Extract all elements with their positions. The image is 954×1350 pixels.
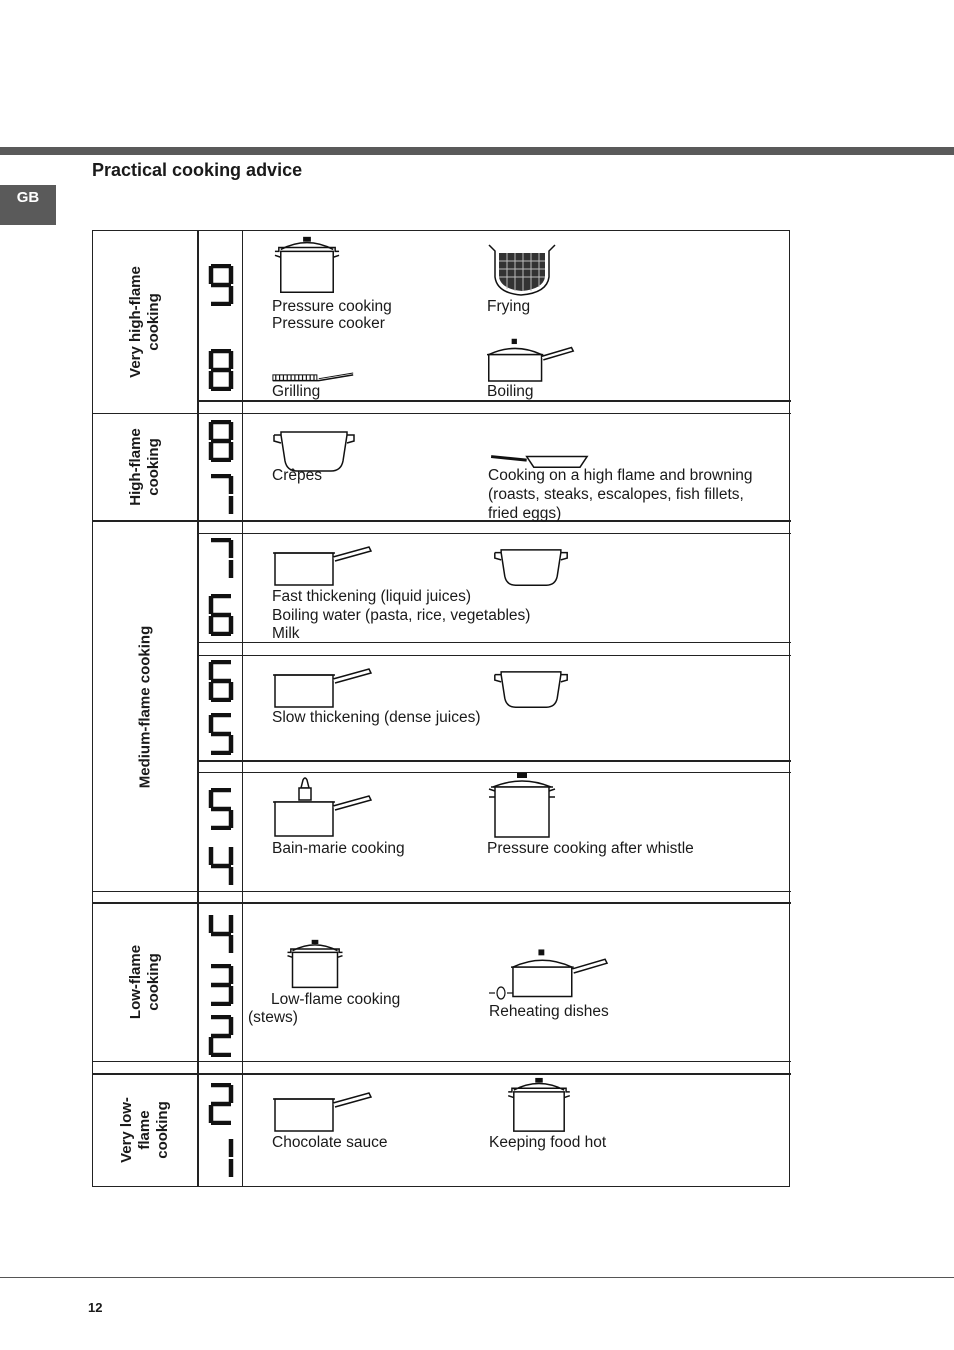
level-digit xyxy=(207,788,235,830)
casserole-icon xyxy=(489,549,573,587)
level-digit xyxy=(207,349,235,391)
row-divider xyxy=(197,413,791,414)
label-pressure-cooker: Pressure cooker xyxy=(272,315,385,332)
label-grilling: Grilling xyxy=(272,383,321,400)
group-label-high: High-flame cooking xyxy=(126,428,162,506)
label-high-flame-1: Cooking on a high flame and browning xyxy=(488,467,753,484)
level-digit xyxy=(207,264,235,306)
level-digit xyxy=(207,964,235,1006)
group-divider xyxy=(93,520,791,522)
frying-basket-icon xyxy=(487,243,557,297)
row-divider xyxy=(197,655,791,656)
label-chocolate: Chocolate sauce xyxy=(272,1134,388,1151)
group-label-low: Low-flame cooking xyxy=(127,944,162,1020)
group-label-very-low: Very low- flame cooking xyxy=(117,1096,171,1163)
row-divider xyxy=(197,533,791,534)
label-crepes: Crêpes xyxy=(272,467,322,484)
row-divider xyxy=(197,760,791,762)
label-boiling: Boiling xyxy=(487,383,534,400)
group-divider xyxy=(93,891,791,892)
label-milk: Milk xyxy=(272,625,300,642)
label-fast-thickening: Fast thickening (liquid juices) xyxy=(272,588,472,605)
saucepan-icon xyxy=(273,545,373,587)
language-tab: GB xyxy=(0,185,56,225)
tall-pressure-pot-icon xyxy=(487,773,557,839)
level-digit xyxy=(207,660,235,702)
group-label-medium: Medium-flame cooking xyxy=(136,625,153,788)
saucepan-lid-icon xyxy=(487,335,575,383)
saucepan-icon xyxy=(273,1091,373,1133)
label-pressure-after-whistle: Pressure cooking after whistle xyxy=(487,840,694,857)
level-digit xyxy=(207,1015,235,1057)
label-bain-marie: Bain-marie cooking xyxy=(272,840,405,857)
label-high-flame-3: fried eggs) xyxy=(488,505,562,522)
label-column-divider xyxy=(197,231,199,1186)
bain-marie-icon xyxy=(273,776,373,838)
label-pressure-cooking: Pressure cooking xyxy=(272,298,392,315)
level-digit xyxy=(207,474,235,516)
level-digit xyxy=(207,1137,235,1179)
label-low-flame-2: (stews) xyxy=(248,1009,298,1026)
label-high-flame-2: (roasts, steaks, escalopes, fish fillets, xyxy=(488,486,744,503)
cooking-advice-table xyxy=(92,230,790,1187)
level-digit xyxy=(207,845,235,887)
level-digit xyxy=(207,594,235,636)
casserole-icon xyxy=(489,671,573,709)
grill-icon xyxy=(271,361,357,383)
pressure-cooker-icon xyxy=(273,939,357,989)
group-divider xyxy=(93,1061,791,1062)
bottom-rule xyxy=(0,1277,954,1278)
label-slow-thickening: Slow thickening (dense juices) xyxy=(272,709,481,726)
flame-symbol-icon xyxy=(489,986,513,1000)
level-column-divider xyxy=(242,231,243,1186)
group-divider xyxy=(93,1073,791,1075)
label-frying: Frying xyxy=(487,298,531,315)
label-keeping-hot: Keeping food hot xyxy=(489,1134,607,1151)
pressure-cooker-icon xyxy=(273,233,341,297)
group-label-very-high: Very high-flame cooking xyxy=(127,266,163,378)
level-digit xyxy=(207,913,235,955)
page-title: Practical cooking advice xyxy=(92,160,303,180)
level-digit xyxy=(207,713,235,755)
level-digit xyxy=(207,1083,235,1125)
level-digit xyxy=(207,538,235,580)
label-low-flame-1: Low-flame cooking xyxy=(271,991,401,1008)
level-digit xyxy=(207,420,235,462)
label-boiling-water: Boiling water (pasta, rice, vegetables) xyxy=(272,607,531,624)
pressure-cooker-icon xyxy=(491,1077,587,1133)
saucepan-lid-icon xyxy=(511,945,609,999)
group-divider xyxy=(93,902,791,904)
saucepan-icon xyxy=(273,667,373,709)
top-rule xyxy=(0,147,954,155)
label-reheating: Reheating dishes xyxy=(489,1003,609,1020)
page-number: 12 xyxy=(88,1300,103,1315)
